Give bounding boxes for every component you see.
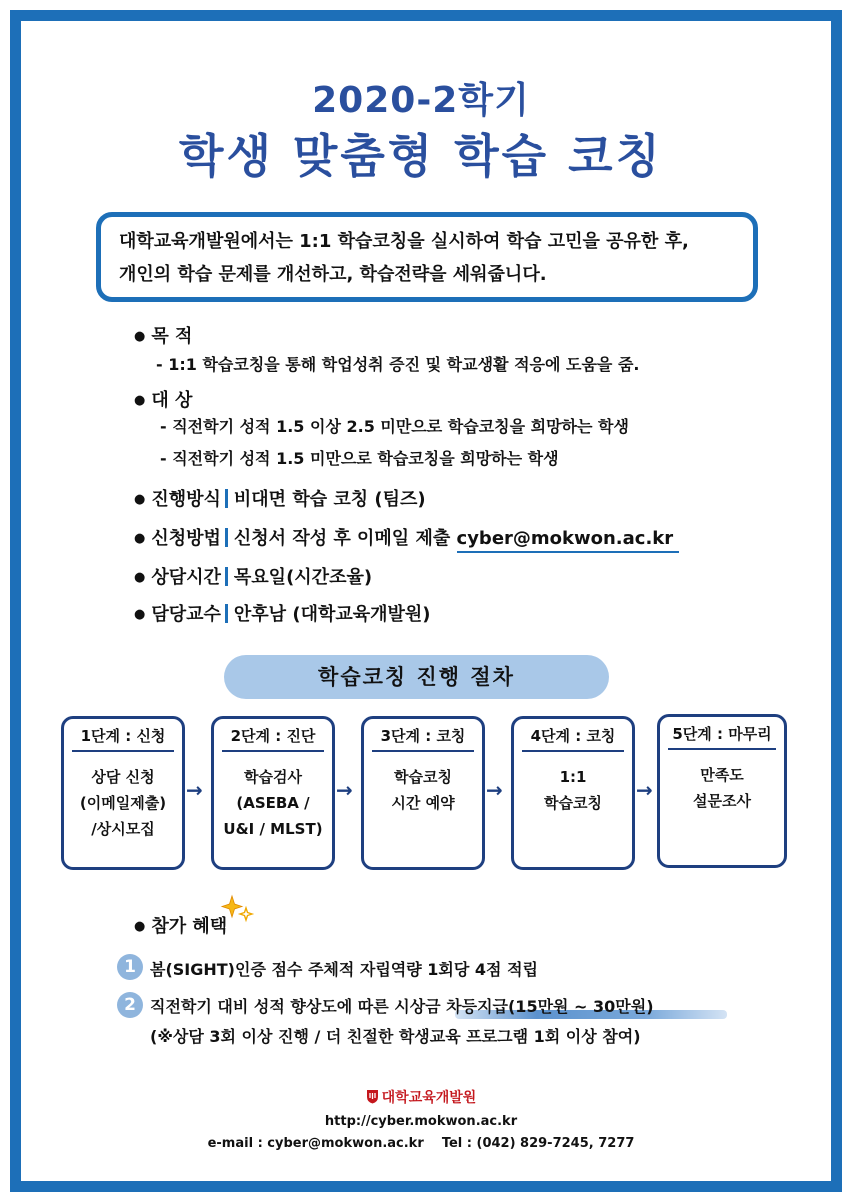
professor-value: 안후남 (대학교육개발원) [233,604,431,625]
step-5-box [657,714,787,868]
sparkle-icon [220,894,256,926]
purpose-label: ● 목 적 [134,322,192,348]
time-label: ● 상담시간 [134,567,221,588]
method-label: ● 진행방식 [134,489,221,510]
page-title: 학생 맞춤형 학습 코칭 [179,129,663,183]
arrow-right-icon: → [186,778,203,802]
intro-box [96,212,758,302]
step-4-box [511,716,635,870]
professor-label: ● 담당교수 [134,604,221,625]
step-5-body [660,762,784,814]
footer-org-name: 대학교육개발원 [381,1090,477,1106]
apply-label: ● 신청방법 [134,528,221,549]
separator-bar [225,604,228,623]
arrow-right-icon: → [486,778,503,802]
target-label: ● 대 상 [134,386,192,412]
step-2-line-1: 학습검사 [244,768,302,786]
step-1-head: 1단계 : 신청 [72,725,174,752]
step-3-body [364,764,482,816]
method-row [134,485,426,511]
step-4-line-2: 학습코칭 [544,794,602,812]
step-2-box [211,716,335,870]
footer-contact: e-mail : cyber@mokwon.ac.kr Tel : (042) 829-7245, 7277 [207,1136,635,1151]
apply-row [134,524,679,550]
step-5-line-1: 만족도 [700,766,744,784]
step-5-head: 5단계 : 마무리 [668,723,776,750]
step-2-line-2: (ASEBA / [236,794,310,812]
step-3-head: 3단계 : 코칭 [372,725,474,752]
benefit-2-text: 직전학기 대비 성적 향상도에 따른 시상금 차등지급(15만원 ~ 30만원) [150,997,654,1016]
apply-value: 신청서 작성 후 이메일 제출 [233,528,451,549]
separator-bar [225,489,228,508]
apply-email-link[interactable]: cyber@mokwon.ac.kr [457,528,680,553]
step-2-head: 2단계 : 진단 [222,725,324,752]
separator-bar [225,567,228,586]
benefit-2-number: 2 [117,992,143,1018]
step-1-body [64,764,182,842]
benefits-label: ● 참가 혜택 [134,912,227,938]
semester-title: 2020-2학기 [312,80,530,121]
university-shield-icon [366,1089,379,1104]
professor-row [134,600,431,626]
benefit-1-number: 1 [117,954,143,980]
process-title: 학습코칭 진행 절차 [224,655,609,699]
footer-org [0,1087,842,1107]
purpose-text: - 1:1 학습코칭을 통해 학업성취 증진 및 학교생활 적응에 도움을 줌. [156,355,640,374]
step-3-line-1: 학습코칭 [394,768,452,786]
intro-line-2: 개인의 학습 문제를 개선하고, 학습전략을 세워줍니다. [119,264,547,285]
footer-url[interactable]: http://cyber.mokwon.ac.kr [324,1114,518,1129]
method-value: 비대면 학습 코칭 (팀즈) [233,489,426,510]
step-1-box [61,716,185,870]
step-4-line-1: 1:1 [559,768,587,786]
step-1-line-2: (이메일제출) [79,794,167,812]
benefit-1-text: 봄(SIGHT)인증 점수 주체적 자립역량 1회당 4점 적립 [150,960,538,979]
step-2-body [214,764,332,842]
step-4-body [514,764,632,816]
intro-line-1: 대학교육개발원에서는 1:1 학습코칭을 실시하여 학습 고민을 공유한 후, [119,231,689,252]
step-1-line-3: /상시모집 [91,820,155,838]
step-4-head: 4단계 : 코칭 [522,725,624,752]
step-5-line-2: 설문조사 [693,792,751,810]
step-3-box [361,716,485,870]
benefit-note: (※상담 3회 이상 진행 / 더 친절한 학생교육 프로그램 1회 이상 참여) [150,1027,641,1046]
step-3-line-2: 시간 예약 [391,794,455,812]
separator-bar [225,528,228,547]
target-item-1: - 직전학기 성적 1.5 이상 2.5 미만으로 학습코칭을 희망하는 학생 [160,417,629,436]
arrow-right-icon: → [636,778,653,802]
target-item-2: - 직전학기 성적 1.5 미만으로 학습코칭을 희망하는 학생 [160,449,559,468]
arrow-right-icon: → [336,778,353,802]
step-2-line-3: U&I / MLST) [223,820,323,838]
time-value: 목요일(시간조율) [233,567,373,588]
step-1-line-1: 상담 신청 [91,768,155,786]
time-row [134,563,372,589]
